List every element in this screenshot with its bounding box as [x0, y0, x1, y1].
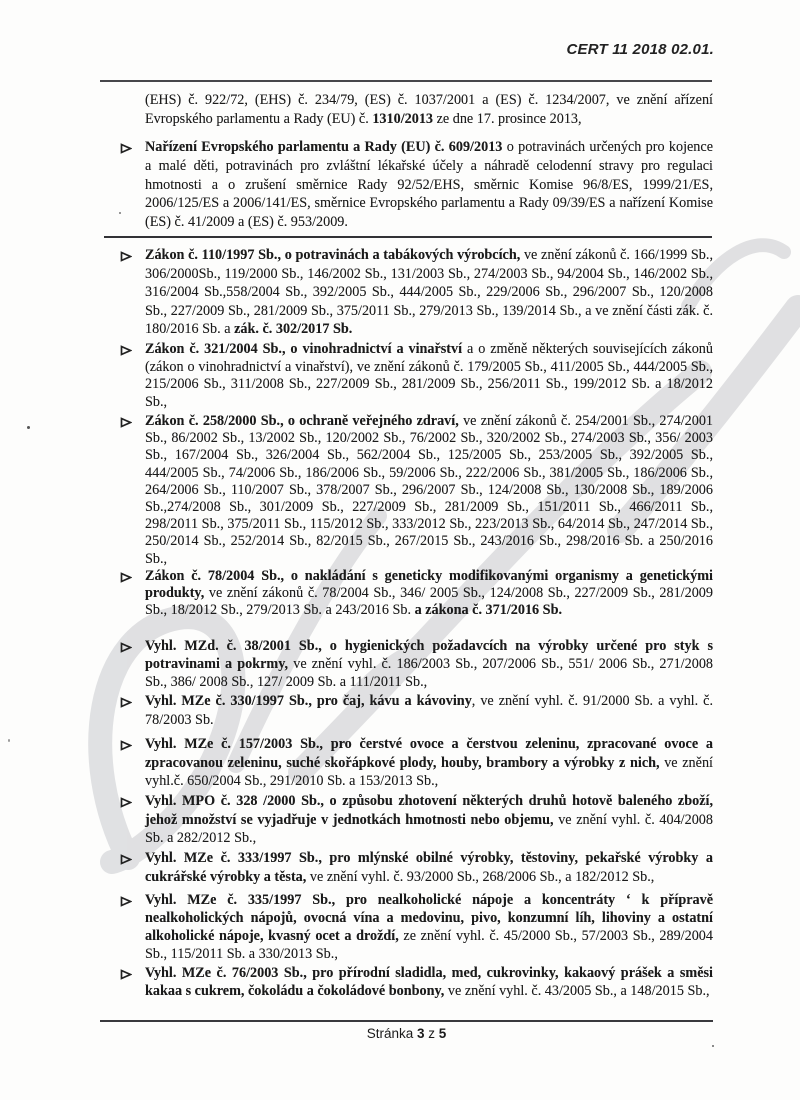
law-text-segment: Zákon č. 321/2004 Sb., o vinohradnictví a vinařství	[145, 341, 463, 357]
law-text-segment: ve znění zákonů č. 254/2001 Sb., 274/2001 Sb., 86/2002 Sb., 13/2002 Sb., 120/2002 Sb., 76/2002 Sb., 320/2002 Sb., 274/2003 Sb., 356/ 2003 Sb., 167/2004 Sb., 326/2004 Sb., 562/2004 Sb., 125/2005 Sb., 253/2005 Sb., 392/2005 Sb., 444/2005 Sb., 74/2006 Sb., 186/2006 Sb., 59/2006 Sb., 222/2006 Sb., 381/2005 Sb., 186/2006 Sb., 264/2006 Sb., 110/2007 Sb., 378/2007 Sb., 296/2007 Sb., 124/2008 Sb., 130/2008 Sb., 189/2006 Sb.,274/2008 Sb., 301/2009 Sb., 227/2009 Sb., 281/2009 Sb., 151/2011 Sb., 466/2011 Sb., 298/2011 Sb., 375/2011 Sb., 115/2012 Sb., 333/2012 Sb., 223/2013 Sb., 64/2014 Sb., 247/2014 Sb., 250/2014 Sb., 252/2014 Sb., 82/2015 Sb., 267/2015 Sb., 243/2016 Sb., 298/2016 Sb. a 250/2016 Sb.,	[145, 413, 714, 567]
law-text-segment: ve znění vyhl. č. 43/2005 Sb., a 148/2015 Sb.,	[444, 983, 710, 999]
law-list-item	[145, 735, 713, 791]
footer-divider	[100, 1020, 713, 1022]
law-list-item	[145, 637, 713, 691]
law-text-segment: , ve znění vyhl. č. 91/2000 Sb. a vyhl. č. 78/2003 Sb.	[145, 693, 713, 728]
arrowhead-bullet-icon	[120, 795, 132, 814]
arrowhead-bullet-icon	[120, 967, 132, 985]
law-text-segment: a o změně některých souvisejících zákonů (zákon o vinohradnictví a vinařství), ve znění zákonů č. 179/2005 Sb., 411/2005 Sb., 444/2005 Sb., 215/2006 Sb., 311/2008 Sb., 227/2009 Sb., 281/2009 Sb., 256/2011 Sb., 199/2012 Sb. a 18/2012 Sb.,	[145, 341, 713, 410]
law-text-segment: Zákon č. 78/2004 Sb., o nakládání s geneticky modifikovanými organismy a genetickými produkty,	[145, 568, 713, 602]
law-text-segment: Zákon č. 258/2000 Sb., o ochraně veřejného zdraví,	[145, 413, 459, 429]
scan-speck	[119, 212, 121, 214]
arrowhead-bullet-icon	[120, 852, 132, 871]
page-footer	[100, 1026, 713, 1041]
law-list-item	[145, 891, 713, 963]
arrowhead-bullet-icon	[120, 738, 132, 757]
law-text-segment: zák. č. 302/2017 Sb.	[234, 321, 353, 338]
scan-speck	[712, 1045, 714, 1047]
arrowhead-bullet-icon	[120, 416, 132, 433]
law-text-segment: Nařízení Evropského parlamentu a Rady (EU) č. 609/2013	[145, 139, 503, 155]
law-text-segment: Vyhl. MZe č. 335/1997 Sb., pro nealkoholické nápoje a koncentráty ʻ k přípravě nealkoholických nápojů, ovocná vína a medovinu, pivo, konzumní líh, lihoviny a ostatní alkoholické nápoje, kvasný ocet a droždí,	[145, 892, 713, 944]
law-list-item	[145, 138, 713, 232]
law-list-item	[145, 413, 713, 568]
footer-of-label: z	[428, 1026, 436, 1041]
law-list-item	[145, 568, 713, 620]
header-divider	[100, 80, 712, 82]
law-text-segment: 1310/2013	[372, 111, 434, 127]
law-text-segment: ve znění vyhl. č. 404/2008 Sb. a 282/2012 Sb.,	[145, 811, 713, 847]
footer-total-pages: 5	[438, 1026, 447, 1041]
law-text-segment: ve znění vyhl.č. 650/2004 Sb., 291/2010 Sb. a 153/2013 Sb.,	[145, 754, 713, 790]
law-text-segment: Zákon č. 110/1997 Sb., o potravinách a tabákových výrobcích,	[145, 247, 521, 263]
arrowhead-bullet-icon	[120, 249, 132, 268]
law-list-item	[145, 692, 713, 729]
arrowhead-bullet-icon	[120, 640, 132, 658]
law-list-item	[145, 792, 713, 848]
law-list-item	[145, 341, 713, 411]
law-list-item	[145, 849, 713, 886]
document-code: CERT 11 2018 02.01.	[566, 41, 714, 58]
arrowhead-bullet-icon	[120, 571, 132, 588]
law-text-segment: Vyhl. MPO č. 328 /2000 Sb., o způsobu zhotovení některých druhů hotově baleného zboží, jehož množství se vyjadřuje v jednotkách hmotnosti nebo objemu,	[145, 793, 713, 828]
scan-speck	[27, 426, 30, 429]
intro-paragraph	[145, 91, 713, 129]
footer-page-number: 3	[416, 1026, 425, 1041]
section-divider	[104, 236, 712, 238]
footer-page-label: Stránka	[366, 1026, 414, 1041]
law-list-item	[145, 964, 713, 1000]
law-text-segment: Vyhl. MZe č. 333/1997 Sb., pro mlýnské obilné výrobky, těstoviny, pekařské výrobky a cukrářské výrobky a těsta,	[145, 850, 713, 885]
law-text-segment: Vyhl. MZe č. 157/2003 Sb., pro čerstvé ovoce a čerstvou zeleninu, zpracované ovoce a zpracovanou zeleninu, suché skořápkové plody, houby, brambory a výrobky z nich,	[145, 736, 713, 771]
law-text-segment: ze dne 17. prosince 2013,	[433, 111, 582, 127]
law-text-segment: ve znění zákonů č. 166/1999 Sb., 306/2000Sb., 119/2000 Sb., 146/2002 Sb., 131/2003 Sb., 274/2003 Sb., 94/2004 Sb., 146/2002 Sb., 316/2004 Sb.,558/2004 Sb., 392/2005 Sb., 444/2005 Sb., 229/2006 Sb., 296/2007 Sb., 120/2008 Sb., 227/2009 Sb., 281/2009 Sb., 375/2011 Sb., 279/2013 Sb., 139/2014 Sb., a ve znění části zák. č. 180/2016 Sb. a	[145, 247, 713, 338]
law-text-segment: ve znění zákonů č. 78/2004 Sb., 346/ 2005 Sb., 124/2008 Sb., 227/2009 Sb., 281/2009 Sb., 18/2012 Sb., 279/2013 Sb. a 243/2016 Sb.	[145, 585, 713, 619]
arrowhead-bullet-icon	[120, 695, 132, 714]
law-text-segment: a zákona č. 371/2016 Sb.	[414, 602, 563, 619]
law-text-segment: Vyhl. MZd. č. 38/2001 Sb., o hygienických požadavcích na výrobky určené pro styk s potravinami a pokrmy,	[145, 638, 713, 672]
law-list-item	[145, 246, 713, 339]
arrowhead-bullet-icon	[120, 344, 132, 362]
law-text-segment: o potravinách určených pro kojence a malé děti, potravinách pro zvláštní lékařské účely a náhradě celodenní stravy pro regulaci hmotnosti a o zrušení směrnice Rady 92/52/EHS, směrnic Komise 96/8/ES, 1999/21/ES, 2006/125/ES a 2006/141/ES, směrnice Evropského parlamentu a Rady 09/39/ES a nařízení Komise (ES) č. 41/2009 a (ES) č. 953/2009.	[145, 139, 713, 231]
scan-speck	[8, 739, 10, 742]
arrowhead-bullet-icon	[120, 894, 132, 912]
law-text-segment: Vyhl. MZe č. 330/1997 Sb., pro čaj, kávu a kávoviny	[145, 693, 472, 709]
arrowhead-bullet-icon	[120, 141, 132, 160]
law-text-segment: (EHS) č. 922/72, (EHS) č. 234/79, (ES) č. 1037/2001 a (ES) č. 1234/2007, ve znění ařízení Evropského parlamentu a Rady (EU) č.	[145, 92, 713, 127]
law-text-segment: ze znění vyhl. č. 45/2000 Sb., 57/2003 Sb., 289/2004 Sb., 115/2011 Sb. a 330/2013 Sb.,	[145, 928, 713, 962]
law-text-segment: Vyhl. MZe č. 76/2003 Sb., pro přírodní sladidla, med, cukrovinky, kakaový prášek a směsi kakaa s cukrem, čokoládu a čokoládové bonbony,	[145, 965, 713, 999]
law-text-segment: ve znění vyhl. č. 93/2000 Sb., 268/2006 Sb., a 182/2012 Sb.,	[306, 868, 655, 885]
law-text-segment: ve znění vyhl. č. 186/2003 Sb., 207/2006 Sb., 551/ 2006 Sb., 271/2008 Sb., 386/ 2008 Sb., 127/ 2009 Sb. a 111/2011 Sb.,	[145, 656, 714, 690]
